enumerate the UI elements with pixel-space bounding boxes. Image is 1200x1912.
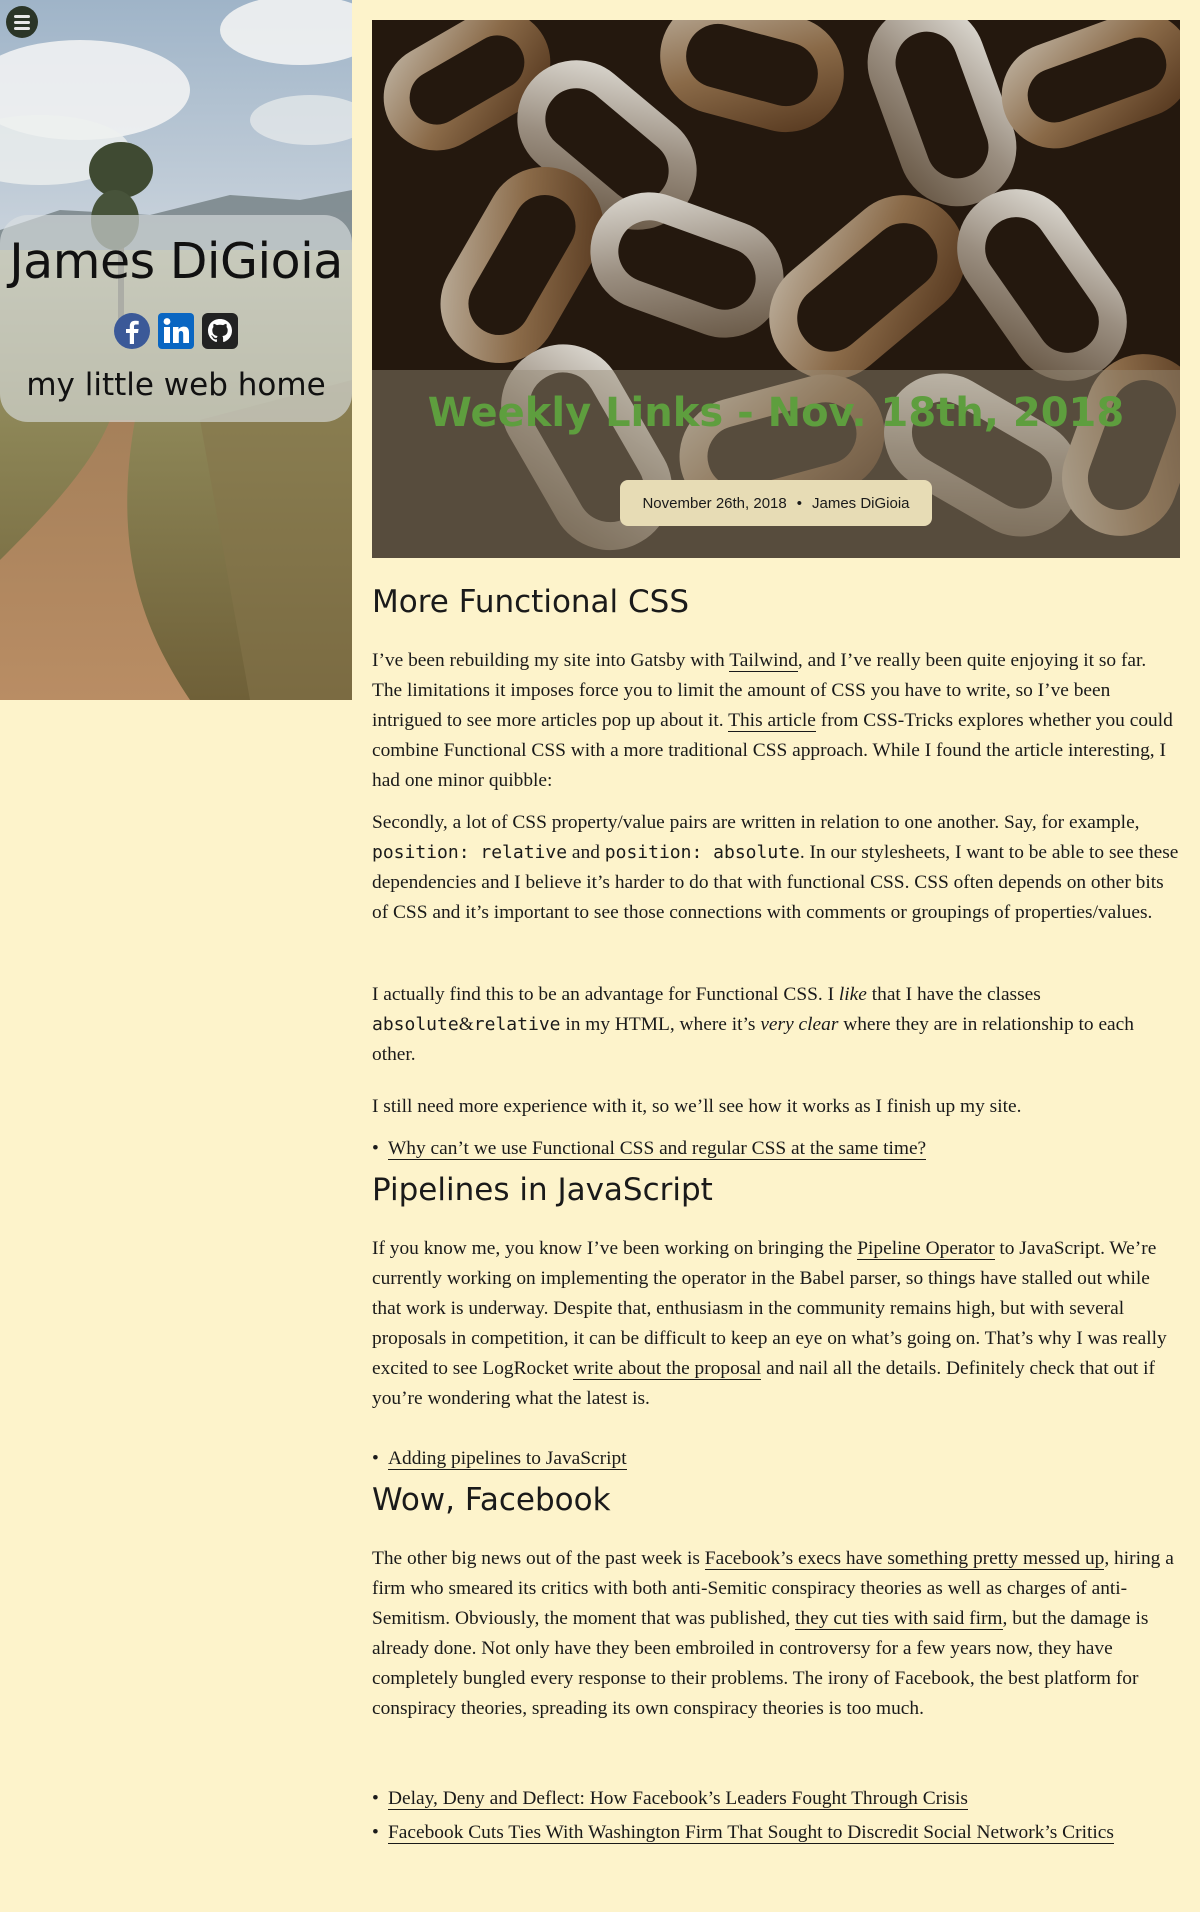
section-heading: More Functional CSS [372, 584, 690, 620]
list-item [372, 1444, 1180, 1474]
site-tagline: my little web home [26, 367, 326, 403]
pipeline-operator-link[interactable]: Pipeline Operator [857, 1238, 995, 1259]
paragraph: I’ve been rebuilding my site into Gatsby with Tailwind, and I’ve really been quite enjoying it so far. The limitations it imposes force you to limit the amount of CSS you have to write, so I’ve been intrigued to see more articles pop up about it. This article from CSS-Tricks explores whether you could combine Functional CSS with a more traditional CSS approach. While I found the article interesting, I had one minor quibble: [372, 650, 1173, 791]
list-link[interactable]: Facebook Cuts Ties With Washington Firm That Sought to Discredit Social Network’s Critics [388, 1822, 1114, 1843]
list-item [372, 1134, 1180, 1164]
meta-separator: • [796, 494, 802, 512]
site-name[interactable]: James DiGioia [9, 233, 343, 290]
paragraph: The other big news out of the past week is Facebook’s execs have something pretty messed up, hiring a firm who smeared its critics with both anti-Semitic conspiracy theories as well as charges of anti-Semitism. Obviously, the moment that was published, they cut ties with said firm, but the damage is already done. Not only have they been embroiled in controversy for a few years now, they have completely bungled every response to their problems. The irony of Facebook, the best platform for conspiracy theories, spreading its own conspiracy theories is too much. [372, 1548, 1174, 1719]
post-meta [620, 480, 932, 526]
paragraph: I still need more experience with it, so we’ll see how it works as I finish up my site. [372, 1096, 1022, 1117]
section-heading: Pipelines in JavaScript [372, 1172, 713, 1208]
hamburger-menu-icon [14, 15, 30, 18]
inline-code: position: absolute [604, 842, 800, 863]
post-content [372, 20, 1180, 1843]
list-link[interactable]: Adding pipelines to JavaScript [388, 1448, 627, 1469]
sidebar [0, 0, 352, 700]
linkedin-link[interactable] [157, 312, 195, 350]
brand-card [0, 215, 352, 422]
tailwind-link[interactable]: Tailwind [729, 650, 798, 671]
inline-code: position: relative [372, 842, 568, 863]
link-list [372, 1784, 1180, 1848]
paragraph: Secondly, a lot of CSS property/value pairs are written in relation to one another. Say, for example, position: relative and position: absolute. In our stylesheets, I want to be able to see these dependencies and I believe it’s harder to do that with functional CSS. CSS often depends on other bits of CSS and it’s important to see those connections with comments or groupings of properties/values. [372, 812, 1179, 923]
menu-button[interactable] [6, 6, 38, 38]
inline-code: absolute [372, 1014, 459, 1035]
post-date: November 26th, 2018 [642, 494, 787, 512]
paragraph: I actually find this to be an advantage for Functional CSS. I like that I have the classes absolute&relative in my HTML, where it’s very clear where they are in relationship to each other. [372, 984, 1134, 1065]
link-list [372, 1134, 1180, 1164]
github-icon [201, 312, 239, 350]
list-link[interactable]: Delay, Deny and Deflect: How Facebook’s Leaders Fought Through Crisis [388, 1788, 968, 1809]
list-item [372, 1818, 1180, 1848]
inline-code: relative [473, 1014, 561, 1035]
proposal-link[interactable]: write about the proposal [573, 1358, 762, 1379]
list-link[interactable]: Why can’t we use Functional CSS and regular CSS at the same time? [388, 1138, 927, 1159]
this-article-link[interactable]: This article [728, 710, 816, 731]
facebook-icon [113, 312, 151, 350]
social-links [0, 312, 352, 350]
linkedin-icon [157, 312, 195, 350]
post-title: Weekly Links - Nov. 18th, 2018 [427, 390, 1125, 436]
facebook-link[interactable] [113, 312, 151, 350]
link-list [372, 1444, 1180, 1474]
post-hero [372, 20, 1180, 558]
post-author[interactable]: James DiGioia [812, 494, 910, 512]
section-heading: Wow, Facebook [372, 1482, 611, 1518]
cut-ties-link[interactable]: they cut ties with said firm [795, 1608, 1003, 1629]
github-link[interactable] [201, 312, 239, 350]
list-item [372, 1784, 1180, 1814]
paragraph: If you know me, you know I’ve been working on bringing the Pipeline Operator to JavaScript. We’re currently working on implementing the operator in the Babel parser, so things have stalled out while that work is underway. Despite that, enthusiasm in the community remains high, but with several proposals in competition, it can be difficult to keep an eye on what’s going on. That’s why I was really excited to see LogRocket write about the proposal and nail all the details. Definitely check that out if you’re wondering what the latest is. [372, 1238, 1167, 1409]
facebook-execs-link[interactable]: Facebook’s execs have something pretty messed up [704, 1548, 1105, 1569]
